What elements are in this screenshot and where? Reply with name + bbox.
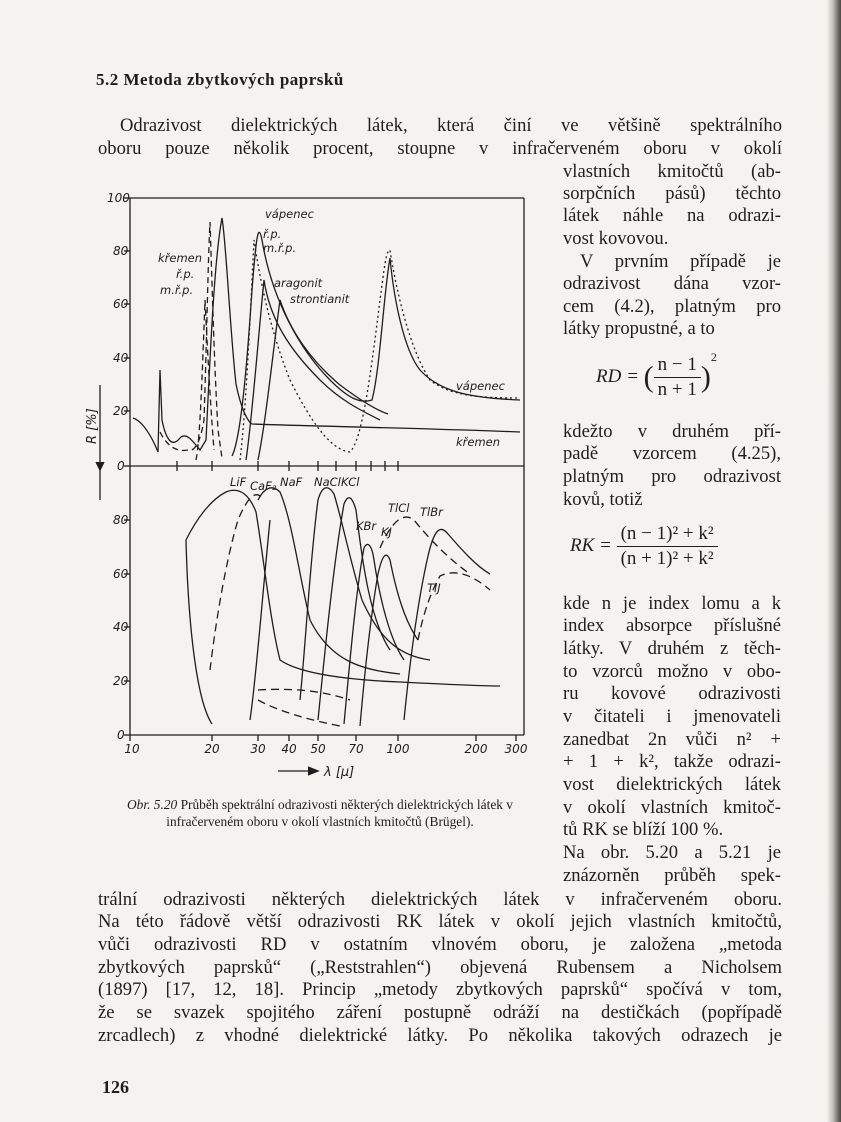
body-line: že se svazek spojitého záření postupně odráží na destičkách (popřípadě	[98, 1002, 782, 1023]
body-line: trální odrazivosti některých dielektrických látek v infračerveném oboru.	[98, 889, 782, 910]
curve-lif	[186, 490, 500, 686]
label-tlbr: TlBr	[420, 505, 443, 519]
x-tick: 10	[124, 742, 140, 756]
col-line: to vzorců možno v obo-	[563, 661, 781, 682]
y-tick: 40	[113, 351, 129, 365]
y-tick: 60	[113, 567, 129, 581]
formula-rd-fraction	[654, 354, 701, 401]
body-line: Na této řádově větší odrazivosti RK látek v okolí jejich vlastních kmitočtů,	[98, 911, 782, 932]
body-line: vůči odrazivosti RD v ostatním vlnovém oboru, je založena „metoda	[98, 934, 782, 955]
y-tick: 80	[113, 244, 129, 258]
x-tick: 200	[464, 742, 488, 756]
curve-kcl	[318, 498, 390, 720]
curve-low-dashed2	[258, 700, 340, 726]
curve-aragonite	[246, 280, 380, 460]
x-tick: 100	[386, 742, 410, 756]
curve-low-dashed	[258, 689, 350, 700]
y-tick: 40	[113, 620, 129, 634]
label-kremen: křemen	[158, 251, 203, 265]
formula-rd: RD = ( $\frac{n - 1}{n + 1}$ )$^2$	[596, 349, 717, 400]
label-kp2: ř.p.	[176, 267, 195, 281]
y-tick: 0	[117, 459, 125, 473]
formula-rd-denominator: n + 1	[657, 379, 697, 400]
x-axis-label: λ [μ]	[324, 765, 355, 780]
col-line: + 1 + k², takže odrazi-	[563, 751, 781, 772]
caption-label: Obr. 5.20	[126, 797, 178, 812]
label-lif: LiF	[230, 475, 247, 489]
label-kj: KJ	[381, 525, 392, 539]
book-spine-shadow	[827, 0, 841, 1122]
page-number: 126	[102, 1077, 129, 1097]
col-line: cem (4.2), platným pro	[563, 296, 781, 317]
curve-strontianite	[258, 300, 388, 460]
y-axis-label: R [%]	[85, 408, 100, 444]
col-line: ru kovové odrazivosti	[563, 683, 781, 704]
label-aragonit: aragonit	[274, 276, 323, 290]
curve-tlcl	[380, 517, 470, 574]
label-mkp: m.ř.p.	[263, 241, 297, 255]
curve-quartz	[133, 218, 520, 452]
figure-caption	[100, 796, 540, 830]
col-line: index absorpce příslušné	[563, 615, 781, 636]
label-caf2: CaF₂	[250, 479, 277, 493]
y-tick: 20	[113, 404, 129, 418]
body-line: zrcadlech) z vhodné dielektrické látky. Po několika takových odrazech je	[98, 1025, 782, 1046]
col-line: látky. V druhém z těch-	[563, 638, 781, 659]
curve-kj	[360, 555, 418, 726]
col-line: tů RK se blíží 100 %.	[563, 819, 724, 840]
formula-rd-exponent: 2	[710, 349, 717, 364]
col-line: platným pro odrazivost	[563, 466, 781, 487]
label-tlj: TlJ	[427, 581, 441, 595]
formula-rk	[570, 523, 718, 570]
intro-line-1: Odrazivost dielektrických látek, která činí ve většině spektrálního	[120, 115, 782, 136]
col-line: Na obr. 5.20 a 5.21 je	[563, 842, 781, 863]
formula-rk-fraction	[617, 523, 718, 570]
col-line: látek náhle na odrazi-	[563, 205, 781, 226]
curve-naf	[258, 488, 400, 674]
label-kp: ř.p.	[263, 227, 282, 241]
curve-caf2	[210, 495, 262, 670]
y-tick: 20	[113, 674, 129, 688]
curve-lif-low	[186, 540, 212, 724]
col-line: V prvním případě je	[580, 251, 781, 272]
body-line: (1897) [17, 12, 18]. Princip „metody zbytkových paprsků“ spočívá v tom,	[98, 979, 782, 1000]
curve-tlbr	[404, 529, 490, 720]
x-tick: 30	[250, 742, 266, 756]
col-line: vost kovovou.	[563, 228, 669, 249]
formula-rk-numerator: (n − 1)² + k²	[617, 523, 718, 547]
formula-rk-denominator: (n + 1)² + k²	[620, 548, 714, 569]
x-tick: 40	[281, 742, 297, 756]
caption-text: Průběh spektrální odrazivosti některých dielektrických látek v infračerveném oboru v okolí vlastních kmitočtů (Brügel).	[166, 797, 514, 829]
x-tick: 300	[504, 742, 528, 756]
curve-quartz-mop	[196, 300, 214, 460]
curve-quartz-op	[160, 222, 222, 458]
label-kremen-right: křemen	[456, 435, 501, 449]
label-strontianit: strontianit	[290, 292, 350, 306]
curve-naf-low	[250, 520, 270, 720]
col-line: kde n je index lomu a k	[563, 593, 781, 614]
y-tick: 0	[117, 728, 125, 742]
label-kbr: KBr	[356, 519, 377, 533]
col-line: vlastních kmitočtů (ab-	[563, 161, 781, 182]
label-kcl: KCl	[341, 475, 360, 489]
y-tick: 80	[113, 513, 129, 527]
x-tick: 20	[204, 742, 220, 756]
col-line: sorpčních pásů) těchto	[563, 183, 781, 204]
col-line: vost dielektrických látek	[563, 774, 781, 795]
col-line: kovů, totiž	[563, 489, 643, 510]
label-vapenec: vápenec	[265, 207, 314, 221]
col-line: látky propustné, a to	[563, 318, 715, 339]
col-line: odrazivost dána vzor-	[563, 273, 781, 294]
y-tick: 100	[107, 191, 130, 205]
label-vapenec-right: vápenec	[456, 379, 505, 393]
formula-rk-lhs: RK =	[570, 534, 612, 556]
section-title: Metoda zbytkových paprsků	[123, 70, 344, 89]
col-line: v čitateli i jmenovateli	[563, 706, 781, 727]
label-tlcl: TlCl	[388, 501, 410, 515]
curve-tlj	[418, 573, 490, 640]
curve-nacl	[300, 488, 430, 700]
col-line: kdežto v druhém pří-	[563, 421, 781, 442]
label-mkp2: m.ř.p.	[160, 283, 194, 297]
y-tick: 60	[113, 297, 129, 311]
x-tick: 50	[310, 742, 326, 756]
col-line: padě vzorcem (4.25),	[563, 443, 781, 464]
body-line: zbytkových paprsků“ („Reststrahlen“) objevená Rubensem a Nicholsem	[98, 957, 782, 978]
section-heading	[96, 70, 344, 90]
intro-line-2: oboru pouze několik procent, stoupne v infračerveném oboru v okolí	[98, 138, 782, 159]
formula-rd-numerator: n − 1	[654, 354, 701, 378]
curve-calcite	[232, 232, 520, 456]
col-line: znázorněn průběh spek-	[563, 865, 781, 886]
section-number: 5.2	[96, 70, 119, 89]
label-nacl: NaCl	[314, 475, 341, 489]
x-tick: 70	[348, 742, 364, 756]
col-line: zanedbat 2n vůči n² +	[563, 729, 781, 750]
formula-rd-lhs: RD =	[596, 365, 639, 387]
curve-kbr	[344, 544, 404, 724]
label-naf: NaF	[280, 475, 303, 489]
curve-calcite-op	[240, 240, 520, 460]
col-line: v okolí vlastních kmitoč-	[563, 797, 781, 818]
